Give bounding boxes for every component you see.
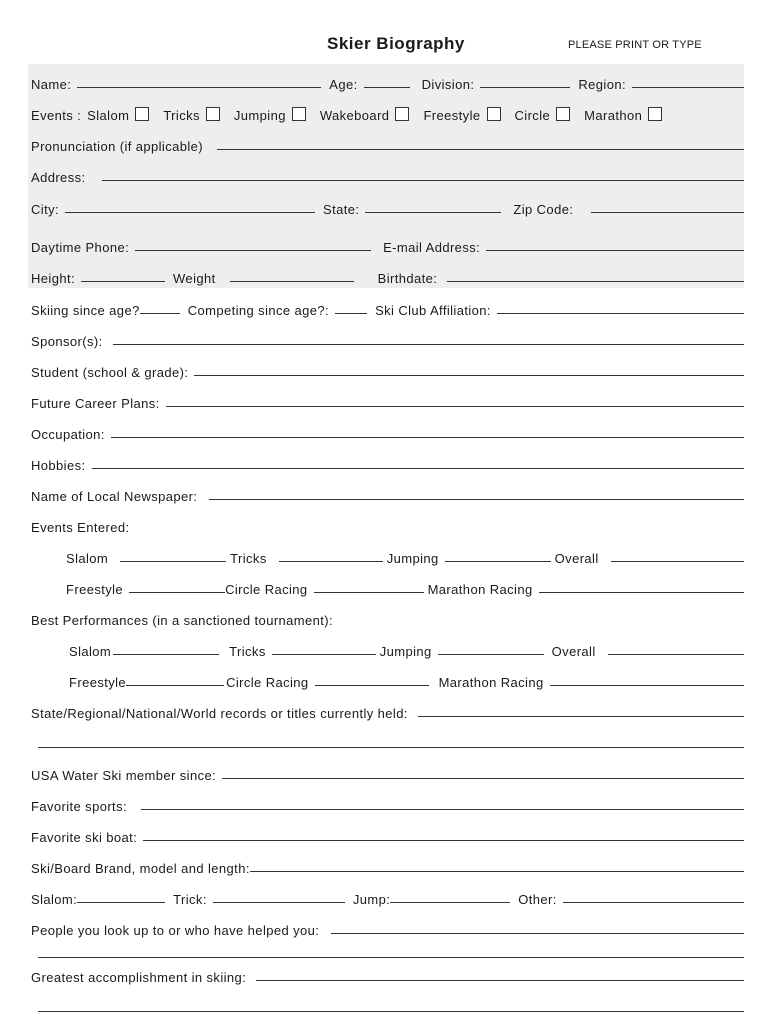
city-field[interactable] [65,211,315,213]
accomplishment-field[interactable] [256,979,744,981]
best-circle-field[interactable] [315,684,429,686]
ski-other-label: Other: [518,892,557,907]
weight-field[interactable] [230,280,354,282]
accomplishment-label: Greatest accomplishment in skiing: [31,970,247,985]
hobbies-row [31,453,744,473]
newspaper-field[interactable] [209,498,744,500]
best-freestyle-label: Freestyle [69,675,127,690]
student-label: Student (school & grade): [31,365,189,380]
fav-boat-label: Favorite ski boat: [31,830,138,845]
pronunciation-row [31,134,744,154]
state-label: State: [323,202,360,217]
jumping-checkbox[interactable] [292,107,306,121]
entered-overall-label: Overall [554,551,599,566]
entered-freestyle-field[interactable] [129,591,225,593]
pronunciation-label: Pronunciation (if applicable) [31,139,204,154]
phone-field[interactable] [135,249,371,251]
address-row [31,165,744,185]
skiing-since-label: Skiing since age? [31,303,140,318]
brand-row [31,856,744,876]
height-field[interactable] [81,280,165,282]
competing-since-field[interactable] [335,312,367,314]
events-entered-row-2 [66,577,744,597]
occupation-row [31,422,744,442]
newspaper-label: Name of Local Newspaper: [31,489,198,504]
career-row [31,391,744,411]
occupation-field[interactable] [111,436,744,438]
region-label: Region: [578,77,626,92]
ski-slalom-label: Slalom: [31,892,78,907]
events-label: Events : [31,108,82,123]
brand-label: Ski/Board Brand, model and length: [31,861,250,876]
marathon-option: Marathon [584,108,643,123]
ski-types-row [31,887,744,907]
records-field[interactable] [418,715,744,717]
best-freestyle-field[interactable] [126,684,224,686]
entered-marathon-field[interactable] [539,591,744,593]
entered-slalom-label: Slalom [66,551,109,566]
name-label: Name: [31,77,72,92]
zip-label: Zip Code: [513,202,574,217]
entered-jumping-label: Jumping [386,551,439,566]
people-row [31,918,744,938]
best-slalom-label: Slalom [69,644,112,659]
slalom-checkbox[interactable] [135,107,149,121]
career-label: Future Career Plans: [31,396,160,411]
fav-sports-field[interactable] [141,808,744,810]
events-entered-label: Events Entered: [31,520,130,535]
pronunciation-field[interactable] [217,148,744,150]
usa-member-row [31,763,744,783]
print-instruction: PLEASE PRINT OR TYPE [568,39,702,51]
freestyle-checkbox[interactable] [487,107,501,121]
records-label: State/Regional/National/World records or titles currently held: [31,706,408,721]
brand-field[interactable] [250,870,744,872]
sponsors-label: Sponsor(s): [31,334,103,349]
best-overall-field[interactable] [608,653,744,655]
slalom-option: Slalom [87,108,130,123]
email-field[interactable] [486,249,744,251]
page-title: Skier Biography [327,34,465,53]
people-label: People you look up to or who have helped you: [31,923,320,938]
age-label: Age: [329,77,358,92]
wakeboard-checkbox[interactable] [395,107,409,121]
competing-since-label: Competing since age?: [187,303,330,318]
career-field[interactable] [166,405,744,407]
entered-overall-field[interactable] [611,560,744,562]
fav-sports-label: Favorite sports: [31,799,127,814]
newspaper-row [31,484,744,504]
city-label: City: [31,202,59,217]
entered-freestyle-label: Freestyle [66,582,124,597]
jumping-option: Jumping [233,108,286,123]
ski-trick-label: Trick: [173,892,207,907]
best-slalom-field[interactable] [113,653,219,655]
city-row [31,197,744,217]
usa-member-field[interactable] [222,777,744,779]
circle-option: Circle [514,108,551,123]
phone-label: Daytime Phone: [31,240,130,255]
fav-sports-row [31,794,744,814]
fav-boat-row [31,825,744,845]
entered-circle-label: Circle Racing [225,582,308,597]
age-field[interactable] [364,86,410,88]
tricks-checkbox[interactable] [206,107,220,121]
ski-jump-field[interactable] [390,901,510,903]
tricks-option: Tricks [163,108,200,123]
ski-trick-field[interactable] [213,901,345,903]
ski-club-field[interactable] [497,312,744,314]
best-circle-label: Circle Racing [226,675,309,690]
best-overall-label: Overall [551,644,596,659]
freestyle-option: Freestyle [423,108,481,123]
skiing-since-row [31,298,744,318]
best-tricks-field[interactable] [272,653,376,655]
entered-tricks-label: Tricks [230,551,267,566]
phone-row [31,235,744,255]
records-extra-line[interactable] [38,746,744,748]
best-row-1 [69,639,744,659]
sponsors-row [31,329,744,349]
fav-boat-field[interactable] [143,839,744,841]
best-heading-row [31,608,744,628]
best-jumping-label: Jumping [379,644,432,659]
student-row [31,360,744,380]
marathon-checkbox[interactable] [648,107,662,121]
events-entered-heading-row [31,515,744,535]
student-field[interactable] [194,374,744,376]
state-field[interactable] [365,211,501,213]
ski-slalom-field[interactable] [77,901,165,903]
wakeboard-option: Wakeboard [319,108,390,123]
email-label: E-mail Address: [383,240,481,255]
entered-circle-field[interactable] [314,591,424,593]
entered-slalom-field[interactable] [120,560,226,562]
skiing-since-field[interactable] [140,312,180,314]
best-performances-label: Best Performances (in a sanctioned tournament): [31,613,334,628]
sponsors-field[interactable] [113,343,744,345]
entered-jumping-field[interactable] [445,560,551,562]
birthdate-field[interactable] [447,280,744,282]
usa-member-label: USA Water Ski member since: [31,768,217,783]
height-row [31,266,744,286]
people-extra-line[interactable] [38,956,744,958]
height-label: Height: [31,271,75,286]
weight-label: Weight [173,271,216,286]
zip-field[interactable] [591,211,744,213]
ski-club-label: Ski Club Affiliation: [375,303,491,318]
events-row [31,103,744,123]
best-marathon-label: Marathon Racing [438,675,544,690]
accomplishment-extra-line[interactable] [38,1010,744,1012]
division-label: Division: [421,77,475,92]
accomplishment-row [31,965,744,985]
circle-checkbox[interactable] [556,107,570,121]
best-row-2 [69,670,744,690]
best-marathon-field[interactable] [550,684,744,686]
division-field[interactable] [480,86,570,88]
hobbies-label: Hobbies: [31,458,86,473]
address-field[interactable] [102,179,744,181]
occupation-label: Occupation: [31,427,105,442]
entered-marathon-label: Marathon Racing [427,582,533,597]
name-row [31,72,744,92]
best-jumping-field[interactable] [438,653,544,655]
best-tricks-label: Tricks [229,644,266,659]
ski-other-field[interactable] [563,901,744,903]
records-row [31,701,744,721]
name-field[interactable] [77,86,321,88]
address-label: Address: [31,170,86,185]
birthdate-label: Birthdate: [377,271,438,286]
entered-tricks-field[interactable] [279,560,383,562]
hobbies-field[interactable] [92,467,744,469]
people-field[interactable] [331,932,744,934]
events-entered-row-1 [66,546,744,566]
ski-jump-label: Jump: [352,892,391,907]
region-field[interactable] [632,86,744,88]
